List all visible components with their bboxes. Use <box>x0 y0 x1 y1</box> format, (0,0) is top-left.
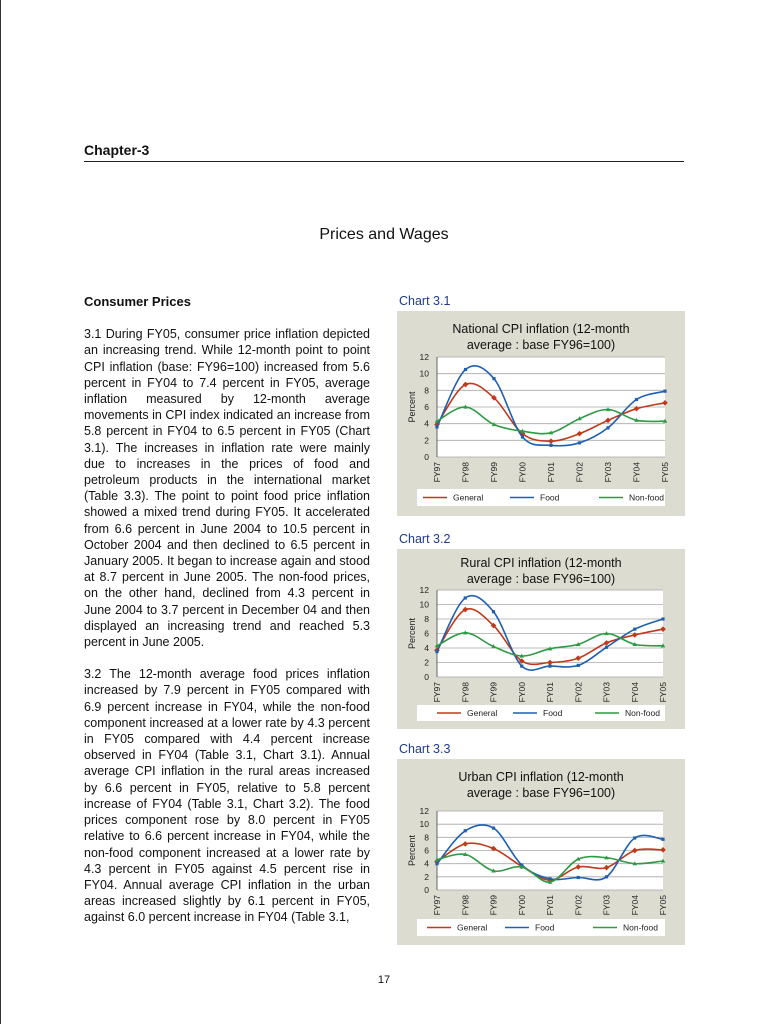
chart-3-2-point-food <box>492 610 495 613</box>
chart-3-1-x-tick-label: FY99 <box>489 462 499 483</box>
chart-3-1-svg <box>397 311 685 516</box>
chart-3-3-y-tick-label: 2 <box>424 871 429 882</box>
chart-3-2-title-line: average : base FY96=100) <box>466 572 616 586</box>
chart-3-2-point-food <box>577 664 580 667</box>
chart-3-1-title-line: average : base FY96=100) <box>466 338 616 352</box>
chart-3-2-title-line: Rural CPI inflation (12-month <box>460 556 622 570</box>
chart-3-2-point-food <box>464 596 467 599</box>
chart-3-1-legend-label-general: General <box>453 492 484 503</box>
chart-3-2-legend-label-nonfood: Non-food <box>625 708 660 718</box>
chart-3-3-y-axis-label: Percent <box>407 834 417 867</box>
chart-3-1-y-tick-label: 12 <box>419 352 429 362</box>
chart-3-1-y-tick-label: 2 <box>424 435 429 446</box>
chart-3-2-x-tick-label: FY01 <box>545 682 555 703</box>
chart-3-2-legend-label-food: Food <box>543 708 563 718</box>
chart-3-2-point-food <box>548 665 551 668</box>
chart-3-2-y-tick-label: 2 <box>424 657 429 668</box>
chart-3-1-point-food <box>578 441 581 444</box>
chart-3-1-y-tick-label: 0 <box>424 452 429 462</box>
body-text <box>84 294 370 942</box>
paragraph-3-2: 3.2 The 12-month average food prices inflation increased by 7.9 percent in FY05 compared with 6.9 percent increase in FY04, while the non-food component increased at a lower rate by 4.3 percent in FY05 compared with 4.4 percent increase observed in FY04 (Table 3.1, Chart 3.1). Annual average CPI inflation in the rural areas increased by 6.6 percent in FY05, relative to 5.8 percent increase of FY04 (Table 3.1, Chart 3.2). The food prices component rose by 8.0 percent in FY05 relative to 6.6 percent increase in FY04, while the non-food component increased at a lower rate by 4.3 percent in FY05 against 4.5 percent rise in FY04. Annual average CPI inflation in the urban areas increased slightly by 6.1 percent in FY05, against 6.0 percent increase in FY04 (Table 3.1, <box>84 667 370 925</box>
chart-3-1-point-food <box>663 390 666 393</box>
chart-3-3-title-line: average : base FY96=100) <box>466 786 616 800</box>
chart-3-3-y-tick-label: 8 <box>424 832 429 843</box>
chart-3-3-point-food <box>605 875 608 878</box>
chart-3-3-x-tick-label: FY03 <box>601 895 612 916</box>
chart-3-1-legend-label-nonfood: Non-food <box>629 492 664 503</box>
chart-3-2-point-food <box>633 628 636 631</box>
chart-3-1-point-food <box>435 425 438 428</box>
chart-3-3-legend-label-food: Food <box>535 922 555 933</box>
chart-3-3-point-food <box>633 836 636 839</box>
chart-3-2-point-food <box>661 617 664 620</box>
chart-3-2-y-tick-label: 4 <box>424 643 429 653</box>
chart-3-1-legend <box>417 489 665 506</box>
chart-3-2-point-food <box>605 646 608 649</box>
chart-3-3-x-tick-label: FY02 <box>573 895 584 916</box>
chart-3-3-x-tick-label: FY01 <box>545 895 555 916</box>
chart-3-1-point-food <box>464 368 467 371</box>
chart-3-3-point-food <box>464 829 467 832</box>
chart-3-2-y-tick-label: 8 <box>424 614 429 624</box>
chart-3-2-label: Chart 3.2 <box>399 532 451 546</box>
section-title: Prices and Wages <box>319 226 449 243</box>
chart-3-1-x-tick-label: FY04 <box>631 462 642 483</box>
chart-3-1 <box>397 311 685 516</box>
chart-3-1-label: Chart 3.1 <box>399 294 451 308</box>
chart-3-2-x-tick-label: FY00 <box>516 682 527 703</box>
chart-3-3-y-tick-label: 0 <box>424 885 429 895</box>
chart-3-3-legend-label-general: General <box>457 922 488 933</box>
subheading: Consumer Prices <box>84 294 191 309</box>
chart-3-3-y-tick-label: 10 <box>419 819 429 830</box>
chart-3-3-y-tick-label: 4 <box>424 858 429 869</box>
chart-3-2 <box>397 549 685 729</box>
chart-3-2-y-tick-label: 0 <box>424 672 429 682</box>
page-border <box>0 0 1 1024</box>
chart-3-2-y-tick-label: 10 <box>419 599 429 610</box>
chart-3-1-x-tick-label: FY03 <box>603 462 613 483</box>
chart-3-3-point-food <box>661 838 664 841</box>
chart-3-3 <box>397 759 685 945</box>
chart-3-1-point-food <box>549 444 552 447</box>
chart-3-2-x-tick-label: FY04 <box>629 682 640 703</box>
chart-3-1-x-tick-label: FY97 <box>432 462 442 483</box>
chart-3-1-point-food <box>492 377 495 380</box>
chart-3-3-label: Chart 3.3 <box>399 742 451 756</box>
chart-3-1-x-tick-label: FY01 <box>546 462 556 483</box>
chart-3-3-x-tick-label: FY99 <box>488 895 499 916</box>
page-number: 17 <box>377 974 391 986</box>
chart-3-3-legend-label-nonfood: Non-food <box>623 922 658 933</box>
chart-3-3-x-tick-label: FY05 <box>658 895 668 916</box>
chart-3-1-point-food <box>521 435 524 438</box>
chart-3-3-point-food <box>492 827 495 830</box>
chart-3-1-legend-label-food: Food <box>540 492 560 503</box>
chart-3-3-x-tick-label: FY97 <box>432 895 442 916</box>
paragraph-3-1: 3.1 During FY05, consumer price inflation depicted an increasing trend. While 12-month point to point CPI inflation (base: FY96=100) increased from 5.6 percent in FY04 to 7.4 percent in FY05, average inflation measured by 12-month average movements in CPI index indicated an increase from 5.8 percent in FY04 to 6.5 percent in FY05 (Chart 3.1). The increases in inflation rate were mainly due to increases in the prices of food and petroleum products in the international market (Table 3.3). The point to point food price inflation showed a mixed trend during FY05. It accelerated from 6.6 percent in June 2004 to 10.5 percent in October 2004 and then declined to 6.5 percent in January 2005. It began to increase again and stood at 8.7 percent in June 2005. The non-food prices, on the other hand, declined from 4.3 percent in June 2004 to 3.7 percent in December 04 and then displayed an increasing trend and reached 5.3 percent in June 2005. <box>84 327 370 650</box>
chart-3-2-x-tick-label: FY05 <box>658 682 668 703</box>
chart-3-2-svg <box>397 549 685 729</box>
chart-3-2-y-axis-label: Percent <box>407 617 417 650</box>
chart-3-1-x-tick-label: FY02 <box>574 462 585 483</box>
chart-3-3-point-food <box>577 876 580 879</box>
chart-3-2-legend <box>417 705 665 721</box>
chart-3-2-y-tick-label: 6 <box>424 628 429 639</box>
chart-3-2-x-tick-label: FY02 <box>573 682 584 703</box>
chart-3-2-point-food <box>520 665 523 668</box>
chart-3-2-x-tick-label: FY97 <box>432 682 442 703</box>
chart-3-1-title-line: National CPI inflation (12-month <box>452 322 630 336</box>
chart-3-2-x-tick-label: FY98 <box>460 682 471 703</box>
chart-3-1-x-tick-label: FY05 <box>660 462 670 483</box>
chart-3-3-y-tick-label: 12 <box>419 806 429 816</box>
chart-3-1-y-axis-label: Percent <box>407 391 417 423</box>
chart-3-1-y-tick-label: 8 <box>424 385 429 396</box>
chart-3-3-legend <box>417 919 665 936</box>
chart-3-1-point-food <box>606 426 609 429</box>
chart-3-1-x-tick-label: FY00 <box>517 462 528 483</box>
chapter-heading: Chapter-3 <box>84 142 684 162</box>
chart-3-3-y-tick-label: 6 <box>424 845 429 856</box>
chart-3-1-x-tick-label: FY98 <box>460 462 471 483</box>
chart-3-3-title-line: Urban CPI inflation (12-month <box>458 770 624 784</box>
chart-3-3-point-food <box>435 862 438 865</box>
chart-3-3-svg <box>397 759 685 945</box>
chart-3-2-x-tick-label: FY03 <box>601 682 612 703</box>
chart-3-1-y-tick-label: 10 <box>419 368 429 379</box>
chart-3-2-x-tick-label: FY99 <box>488 682 499 703</box>
chart-3-2-legend-label-general: General <box>467 708 498 718</box>
chart-3-2-y-tick-label: 12 <box>419 585 429 595</box>
chart-3-3-x-tick-label: FY00 <box>516 895 527 916</box>
chart-3-3-x-tick-label: FY98 <box>460 895 471 916</box>
chart-3-1-y-tick-label: 6 <box>424 402 429 412</box>
chart-3-1-y-tick-label: 4 <box>424 418 429 429</box>
chart-3-1-point-food <box>635 398 638 401</box>
chart-3-3-x-tick-label: FY04 <box>629 895 640 916</box>
chart-3-2-point-food <box>435 650 438 653</box>
